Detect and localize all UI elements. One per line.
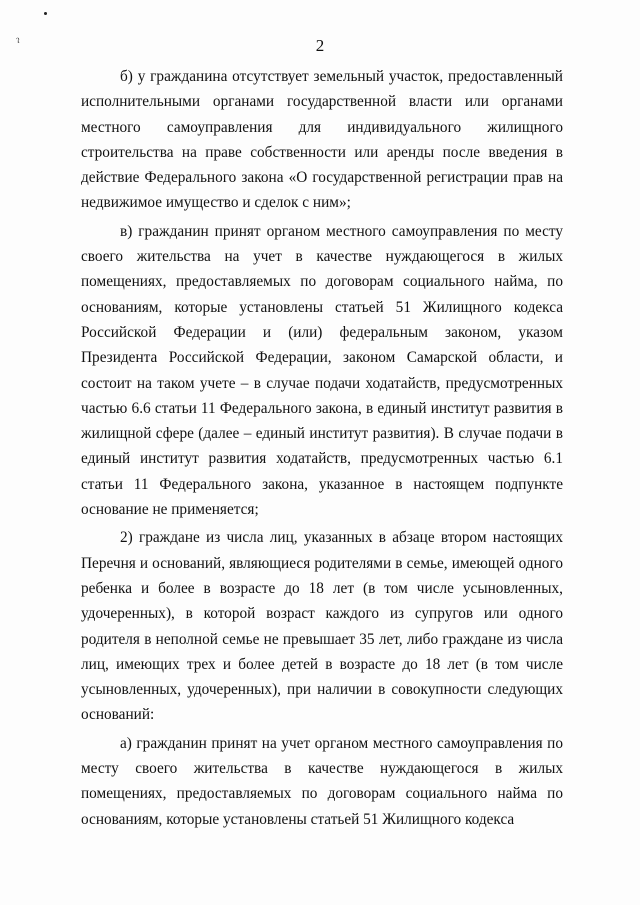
- scan-dot-mark: [44, 12, 47, 15]
- paragraph-v-housing-registration: в) гражданин принят органом местного самоуправления по месту своего жительства на учет в качестве нуждающегося в жилых помещениях, предоставляемых по договорам социального найма, по основаниям, которые установлены статьей 51 Жилищного кодекса Российской Федерации и (или) федеральным законом, указом Президента Российской Федерации, законом Самарской области, и состоит на таком учете – в случае подачи ходатайств, предусмотренных частью 6.6 статьи 11 Федерального закона, в единый институт развития в жилищной сфере (далее – единый институт развития). В случае подачи в единый институт развития ходатайств, предусмотренных частью 6.1 статьи 11 Федерального закона, указанное в настоящем подпункте основание не применяется;: [81, 222, 563, 519]
- paragraph-b-land-plot: б) у гражданина отсутствует земельный участок, предоставленный исполнительными органами государственной власти или органами местного самоуправления для индивидуального жилищного строительства на праве собственности или аренды после введения в действие Федерального закона «О государственной регистрации прав на недвижимое имущество и сделок с ним»;: [81, 68, 563, 212]
- paragraph-2-families: 2) граждане из числа лиц, указанных в абзаце втором настоящих Перечня и оснований, являющиеся родителями в семье, имеющей одного ребенка и более в возрасте до 18 лет (в том числе усыновленных, удочеренных), в которой возраст каждого из супругов или одного родителя в неполной семье не превышает 35 лет, либо граждане из числа лиц, имеющих трех и более детей в возрасте до 18 лет (в том числе усыновленных, удочеренных), при наличии в совокупности следующих оснований:: [81, 529, 563, 724]
- scan-hook-mark: ˀ: [15, 34, 22, 50]
- paragraph-a-registration: а) гражданин принят на учет органом местного самоуправления по месту своего жительства в качестве нуждающегося в жилых помещениях, предоставляемых по договорам социального найма по основаниям, которые установлены статьей 51 Жилищного кодекса: [81, 734, 563, 828]
- page-number: 2: [315, 36, 325, 55]
- document-body: [81, 64, 563, 835]
